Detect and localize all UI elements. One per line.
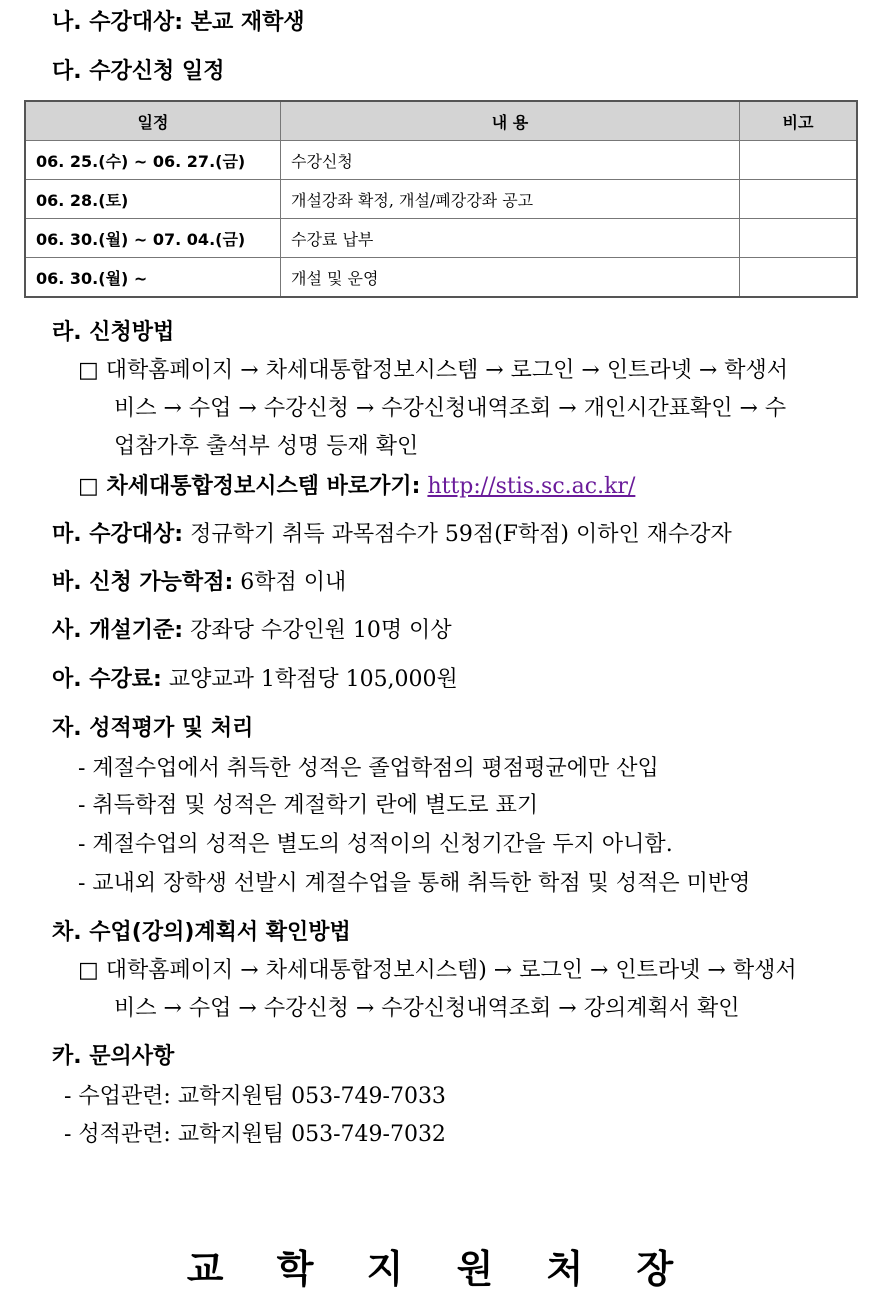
syllabus-line-2: 비스 → 수업 → 수강신청 → 수강신청내역조회 → 강의계획서 확인 (114, 996, 740, 1021)
method-line-2: 비스 → 수업 → 수강신청 → 수강신청내역조회 → 개인시간표확인 → 수 (114, 396, 787, 421)
schedule-table (24, 100, 858, 298)
table-row (25, 141, 857, 180)
section-ra-heading: 라. 신청방법 (52, 320, 175, 345)
signature: 교 학 지 원 처 장 (186, 1247, 694, 1291)
row-note (740, 258, 858, 298)
section-sa-text: 강좌당 수강인원 10명 이상 (183, 618, 452, 643)
row-date: 06. 25.(수) ~ 06. 27.(금) (25, 141, 281, 180)
grading-item: - 계절수업의 성적은 별도의 성적이의 신청기간을 두지 아니함. (78, 832, 673, 857)
section-a-label: 아. 수강료: (52, 667, 162, 692)
row-note (740, 141, 858, 180)
method-line-1: □ 대학홈페이지 → 차세대통합정보시스템 → 로그인 → 인트라넷 → 학생서 (78, 358, 789, 383)
section-ka-heading: 카. 문의사항 (52, 1044, 175, 1069)
header-date: 일정 (25, 101, 281, 141)
row-content: 개설 및 운영 (281, 258, 740, 298)
header-note: 비고 (740, 101, 858, 141)
section-ma-label: 마. 수강대상: (52, 522, 184, 547)
section-ba (52, 568, 346, 598)
row-date: 06. 30.(월) ~ (25, 258, 281, 298)
section-da-heading: 다. 수강신청 일정 (52, 59, 225, 84)
section-sa (52, 616, 452, 646)
row-note (740, 180, 858, 219)
table-row (25, 258, 857, 298)
section-ma-text: 정규학기 취득 과목점수가 59점(F학점) 이하인 재수강자 (183, 522, 732, 547)
row-content: 개설강좌 확정, 개설/폐강강좌 공고 (281, 180, 740, 219)
header-content: 내 용 (281, 101, 740, 141)
shortcut-link[interactable]: http://stis.sc.ac.kr/ (427, 474, 636, 499)
row-note (740, 219, 858, 258)
section-ba-label: 바. 신청 가능학점: (52, 570, 234, 595)
contact-item: - 수업관련: 교학지원팀 053-749-7033 (64, 1084, 446, 1109)
row-date: 06. 30.(월) ~ 07. 04.(금) (25, 219, 281, 258)
syllabus-line-1: □ 대학홈페이지 → 차세대통합정보시스템) → 로그인 → 인트라넷 → 학생서 (78, 958, 797, 983)
section-cha-heading: 차. 수업(강의)계획서 확인방법 (52, 920, 351, 945)
section-ba-text: 6학점 이내 (233, 570, 347, 595)
table-row (25, 219, 857, 258)
section-ja-heading: 자. 성적평가 및 처리 (52, 716, 254, 741)
shortcut-line (78, 472, 635, 502)
section-sa-label: 사. 개설기준: (52, 618, 184, 643)
section-a (52, 665, 458, 695)
contact-item: - 성적관련: 교학지원팀 053-749-7032 (64, 1122, 446, 1147)
method-line-3: 업참가후 출석부 성명 등재 확인 (114, 434, 419, 459)
grading-item: - 교내외 장학생 선발시 계절수업을 통해 취득한 학점 및 성적은 미반영 (78, 871, 751, 896)
section-ma (52, 520, 732, 550)
shortcut-label: □ 차세대통합정보시스템 바로가기: (78, 474, 421, 499)
row-content: 수강료 납부 (281, 219, 740, 258)
row-content: 수강신청 (281, 141, 740, 180)
grading-item: - 취득학점 및 성적은 계절학기 란에 별도로 표기 (78, 793, 539, 818)
section-na-heading: 나. 수강대상: 본교 재학생 (52, 10, 305, 35)
schedule-header-row (25, 101, 857, 141)
section-a-text: 교양교과 1학점당 105,000원 (161, 667, 458, 692)
row-date: 06. 28.(토) (25, 180, 281, 219)
table-row (25, 180, 857, 219)
grading-item: - 계절수업에서 취득한 성적은 졸업학점의 평점평균에만 산입 (78, 756, 659, 781)
